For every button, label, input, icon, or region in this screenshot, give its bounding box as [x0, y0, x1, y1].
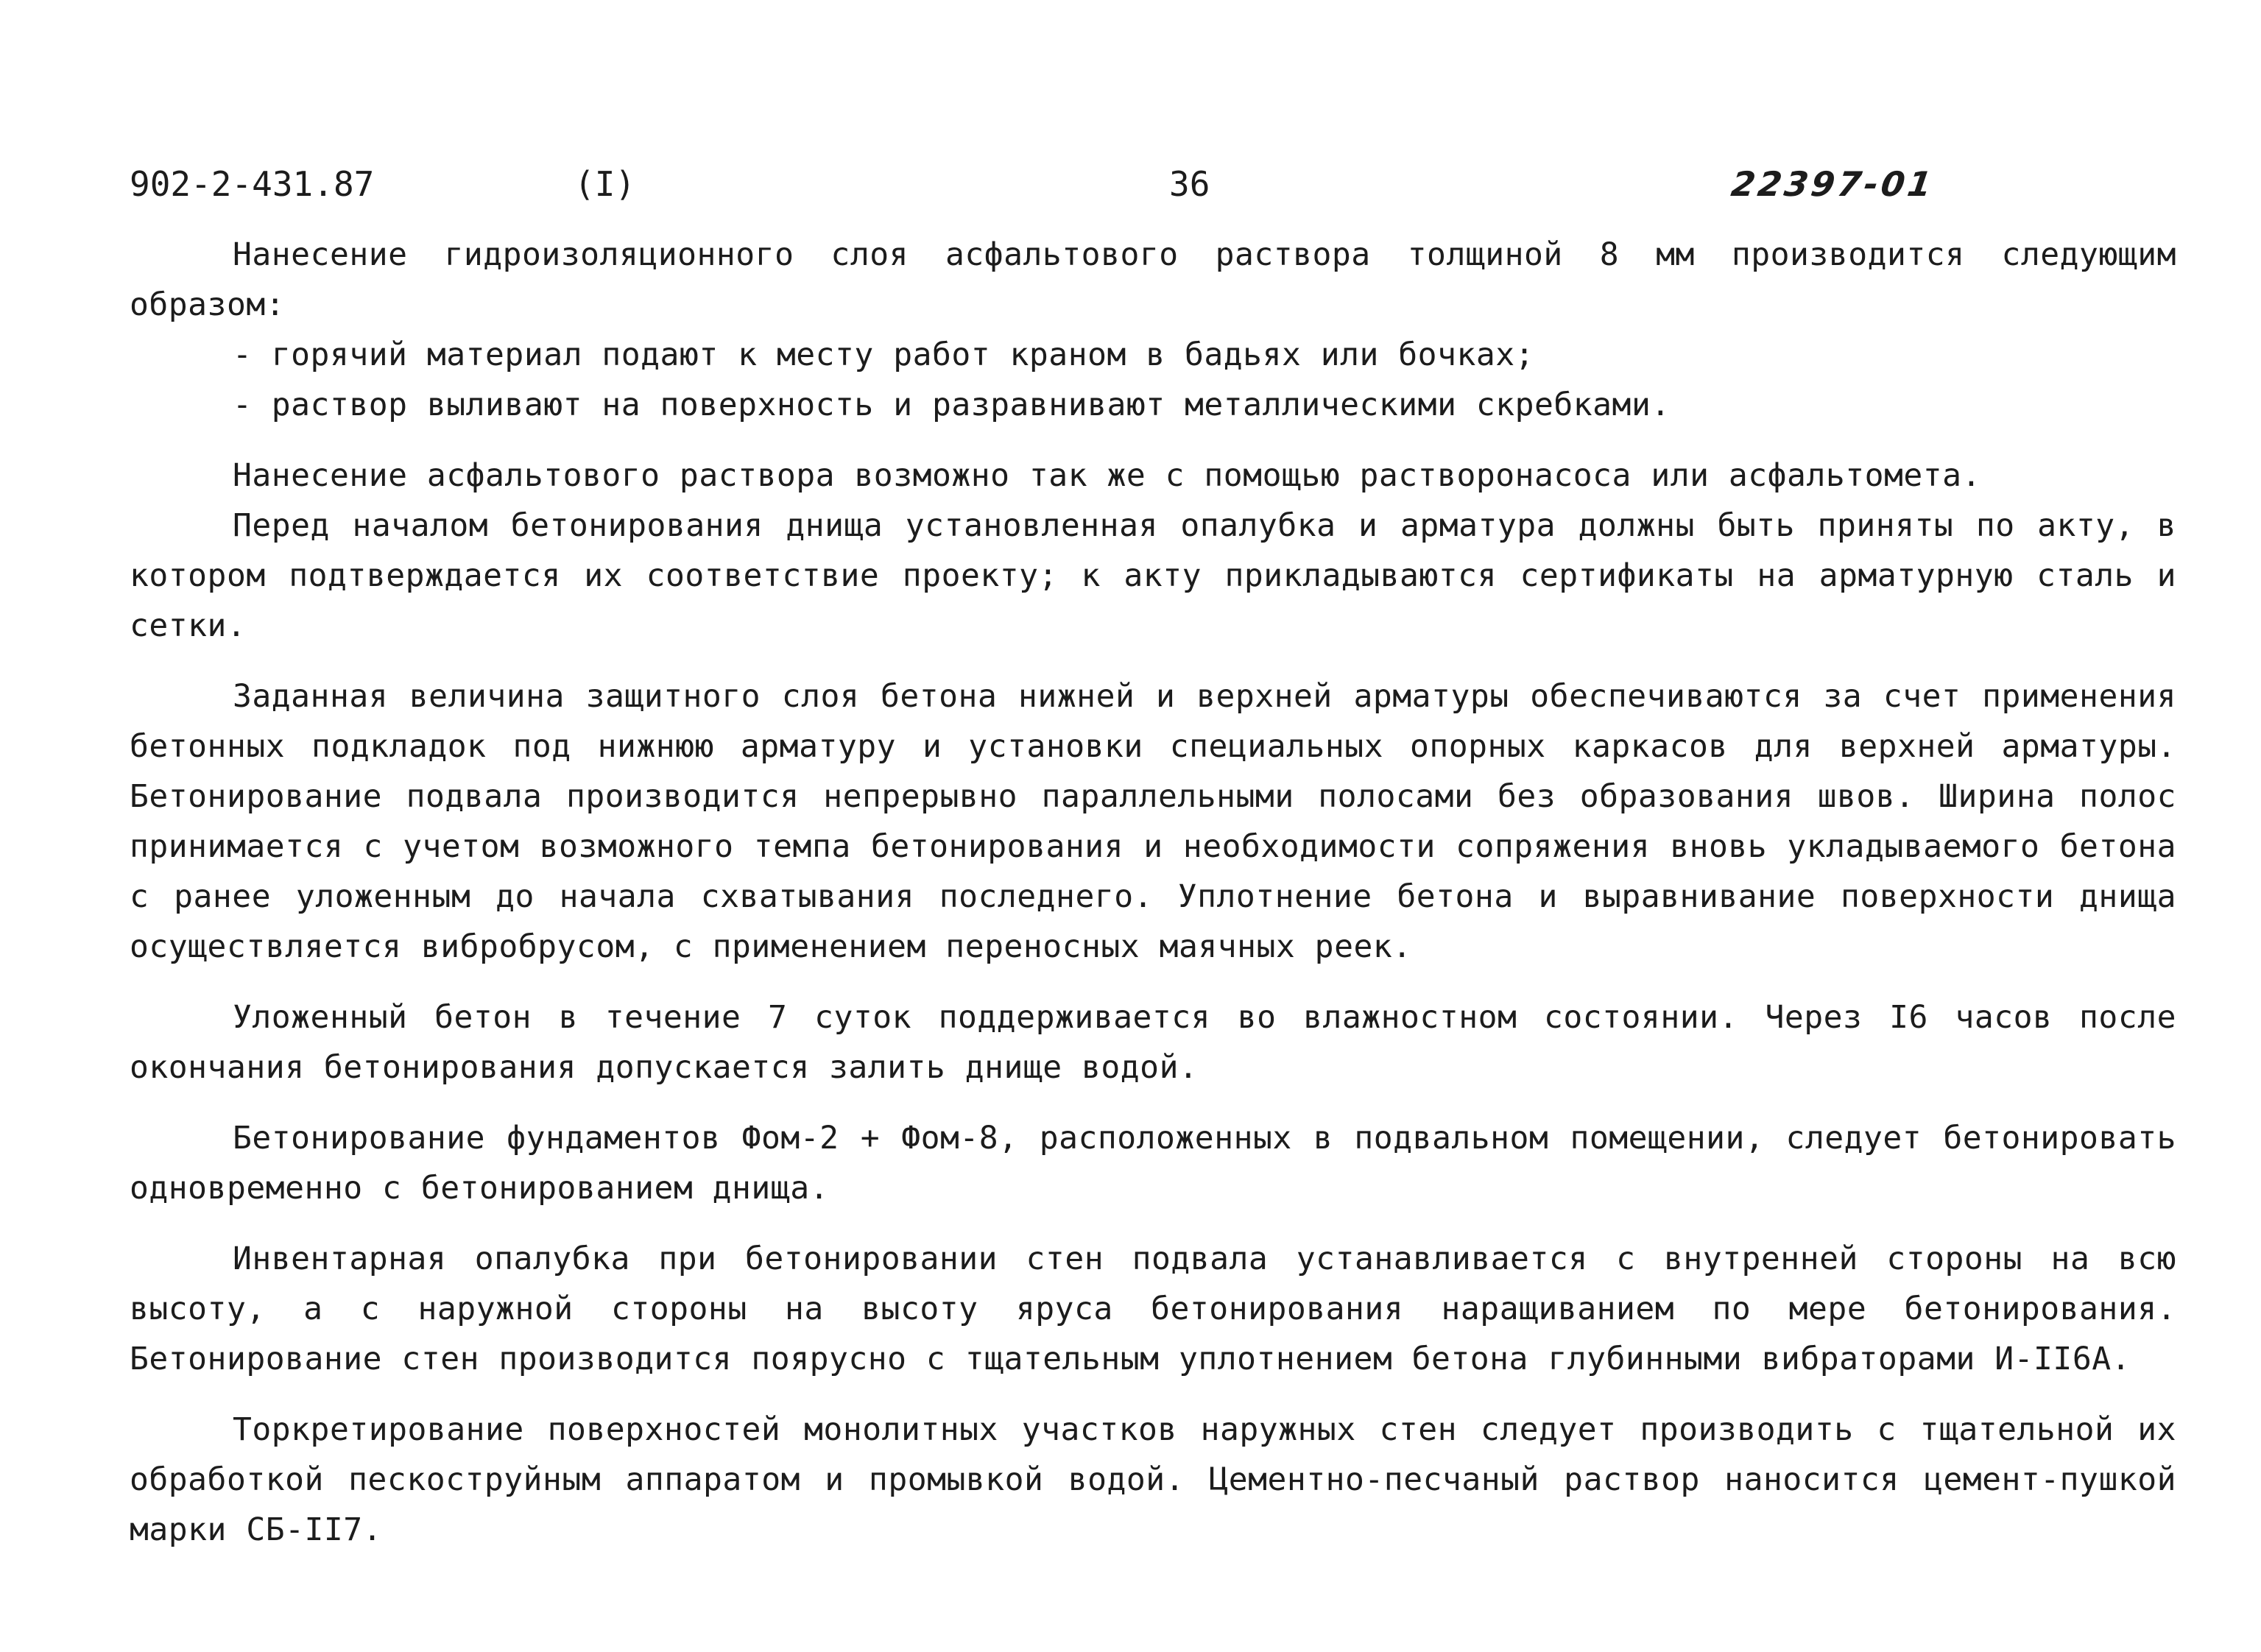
paragraph: Торкретирование поверхностей монолитных участков наружных стен следует производить с тщательной их обработкой пескоструйным аппаратом и промывкой водой. Цементно-песчаный раствор наносится цемент-пушкой марки СБ-II7.: [130, 1411, 2176, 1548]
part-number: (I): [574, 164, 636, 204]
document-code: 902-2-431.87: [130, 164, 375, 204]
list-item: - раствор выливают на поверхность и разравнивают металлическими скребками.: [233, 386, 1671, 423]
paragraph: Заданная величина защитного слоя бетона нижней и верхней арматуры обеспечиваются за счет применения бетонных подкладок под нижнюю арматуру и установки специальных опорных каркасов для верхней арматуры. Бетонирование подвала производится непрерывно параллельными полосами без образования швов. Ширина полос принимается с учетом возможного темпа бетонирования и необходимости сопряжения вновь укладываемого бетона с ранее уложенным до начала схватывания последнего. Уплотнение бетона и выравнивание поверхности днища осуществляется вибробрусом, с применением переносных маячных реек.: [130, 678, 2176, 965]
list: [130, 330, 2176, 430]
page-number: 36: [1169, 164, 1210, 204]
paragraph: Инвентарная опалубка при бетонировании стен подвала устанавливается с внутренней стороны на всю высоту, а с наружной стороны на высоту яруса бетонирования наращиванием по мере бетонирования. Бетонирование стен производится поярусно с тщательным уплотнением бетона глубинными вибраторами И-II6А.: [130, 1240, 2176, 1377]
paragraph: Перед началом бетонирования днища установленная опалубка и арматура должны быть приняты по акту, в котором подтверждается их соответствие проекту; к акту прикладываются сертификаты на арматурную сталь и сетки.: [130, 507, 2176, 644]
paragraph: Нанесение асфальтового раствора возможно так же с помощью растворонасоса или асфальтомета.: [233, 457, 1981, 494]
list-item: - горячий материал подают к месту работ краном в бадьях или бочках;: [233, 336, 1535, 373]
inventory-number-stamp: 22397-01: [1729, 164, 1937, 204]
paragraph: Бетонирование фундаментов Фом-2 + Фом-8, расположенных в подвальном помещении, следует бетонировать одновременно с бетонированием днища.: [130, 1120, 2176, 1207]
paragraph: Уложенный бетон в течение 7 суток поддерживается во влажностном состоянии. Через I6 часов после окончания бетонирования допускается залить днище водой.: [130, 999, 2176, 1086]
paragraph: Нанесение гидроизоляционного слоя асфальтового раствора толщиной 8 мм производится следующим образом:: [130, 236, 2176, 323]
document-body: [130, 230, 2176, 1555]
